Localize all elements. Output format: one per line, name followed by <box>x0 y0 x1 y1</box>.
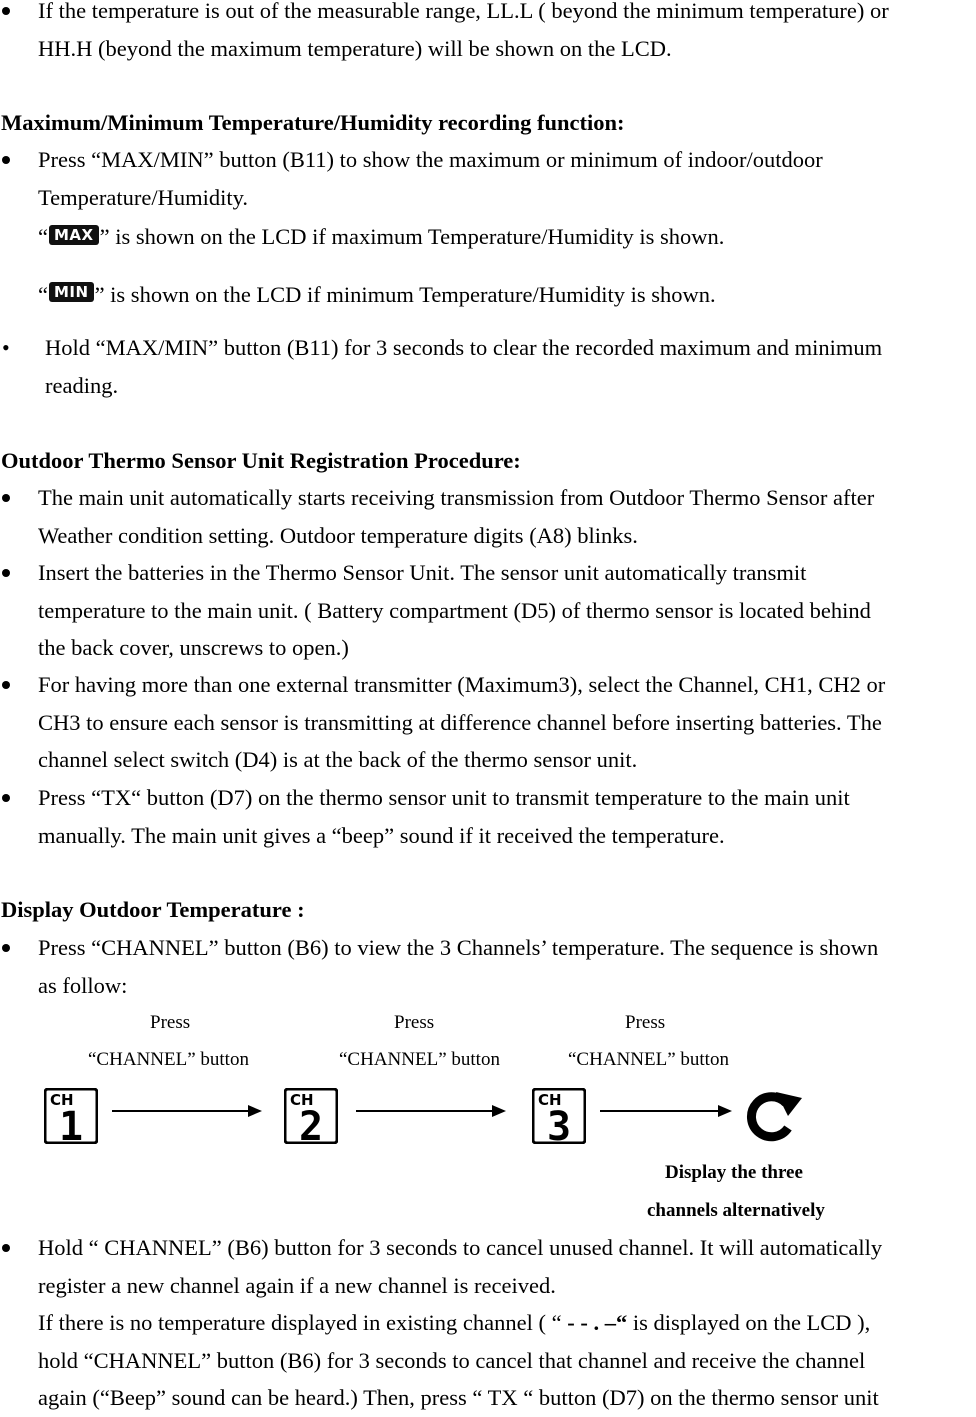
text-line: hold “CHANNEL” button (B6) for 3 seconds to cancel that channel and receive the channel <box>38 1347 866 1373</box>
press-label-1: Press <box>150 1012 191 1033</box>
bullet-dot-icon <box>0 666 10 704</box>
bullet-dot-icon <box>0 0 10 30</box>
section-heading-display: Display Outdoor Temperature : <box>1 897 305 922</box>
section-heading-maxmin: Maximum/Minimum Temperature/Humidity recording function: <box>1 110 625 135</box>
text-line: Press “MAX/MIN” button (B11) to show the maximum or minimum of indoor/outdoor <box>38 147 823 172</box>
text-line: the back cover, unscrews to open.) <box>38 635 349 660</box>
text-line: manually. The main unit gives a “beep” sound if it received the temperature. <box>38 822 725 848</box>
text-line: as follow: <box>38 972 128 998</box>
ch2-icon-label: CH <box>290 1091 314 1109</box>
cycle-icon <box>742 1090 804 1142</box>
text-line: For having more than one external transmitter (Maximum3), select the Channel, CH1, CH2 or <box>38 672 886 697</box>
arrow-icon <box>356 1105 506 1117</box>
text-line: Press “TX“ button (D7) on the thermo sensor unit to transmit temperature to the main unit <box>38 785 850 810</box>
ch2-icon <box>284 1088 338 1144</box>
press-label-3: Press <box>625 1012 666 1033</box>
ch1-icon-digit: 1 <box>58 1104 84 1144</box>
text-line: If there is no temperature displayed in existing channel ( “ - - . –“ is displayed on the LCD ), <box>38 1310 871 1335</box>
text-line: Hold “ CHANNEL” (B6) button for 3 seconds to cancel unused channel. It will automatically <box>38 1235 883 1260</box>
ch2-icon-digit: 2 <box>298 1104 324 1144</box>
bullet-dot-icon <box>0 141 10 179</box>
bullet-dot-icon <box>0 779 10 817</box>
text-line: again (“Beep” sound can be heard.) Then, press “ TX “ button (D7) on the thermo sensor unit <box>38 1385 879 1410</box>
press-label-2: Press <box>394 1012 435 1033</box>
bullet-dot-icon <box>0 1229 10 1267</box>
text-line: Hold “MAX/MIN” button (B11) for 3 seconds to clear the recorded maximum and minimum <box>45 335 883 360</box>
section-heading-registration: Outdoor Thermo Sensor Unit Registration Procedure: <box>1 448 521 473</box>
ch1-icon-label: CH <box>50 1091 74 1109</box>
bullet-dot-icon <box>0 929 10 967</box>
button-label-1: “CHANNEL” button <box>88 1049 249 1070</box>
ch3-icon-label: CH <box>538 1091 562 1109</box>
text-line: Insert the batteries in the Thermo Sensor Unit. The sensor unit automatically transmit <box>38 560 807 585</box>
arrow-icon <box>112 1105 262 1117</box>
text-line: channel select switch (D4) is at the back of the thermo sensor unit. <box>38 747 638 772</box>
button-label-2: “CHANNEL” button <box>339 1049 500 1070</box>
bullet-dot-icon <box>0 479 10 517</box>
ch1-icon <box>44 1088 98 1144</box>
text-line: The main unit automatically starts receiving transmission from Outdoor Thermo Sensor after <box>38 485 875 510</box>
text-line: Temperature/Humidity. <box>38 184 249 210</box>
max-indicator-line: “ MAX ” is shown on the LCD if maximum Temperature/Humidity is shown. <box>38 224 725 249</box>
text-line: reading. <box>45 372 119 398</box>
text-line: register a new channel again if a new channel is received. <box>38 1272 556 1298</box>
diagram-caption-line2: channels alternatively <box>647 1200 825 1221</box>
max-icon: MAX <box>49 225 99 245</box>
min-indicator-line: “ MIN ” is shown on the LCD if minimum Temperature/Humidity is shown. <box>38 281 716 307</box>
text-line: If the temperature is out of the measurable range, LL.L ( beyond the minimum temperature) or <box>38 0 889 23</box>
diagram-caption-line1: Display the three <box>665 1162 803 1183</box>
ch3-icon <box>532 1088 586 1144</box>
dash-display: - - . –“ <box>567 1310 628 1335</box>
text-line: HH.H (beyond the maximum temperature) will be shown on the LCD. <box>38 35 672 61</box>
min-icon: MIN <box>49 282 94 302</box>
bullet-dot-icon <box>0 554 10 592</box>
text-line: temperature to the main unit. ( Battery compartment (D5) of thermo sensor is located behind <box>38 597 871 623</box>
text-line: CH3 to ensure each sensor is transmitting at difference channel before inserting batteries. The <box>38 709 882 735</box>
button-label-3: “CHANNEL” button <box>568 1049 729 1070</box>
text-line: Weather condition setting. Outdoor temperature digits (A8) blinks. <box>38 522 638 548</box>
ch3-icon-digit: 3 <box>546 1104 572 1144</box>
arrow-icon <box>600 1105 732 1117</box>
text-line: Press “CHANNEL” button (B6) to view the 3 Channels’ temperature. The sequence is shown <box>38 935 879 960</box>
